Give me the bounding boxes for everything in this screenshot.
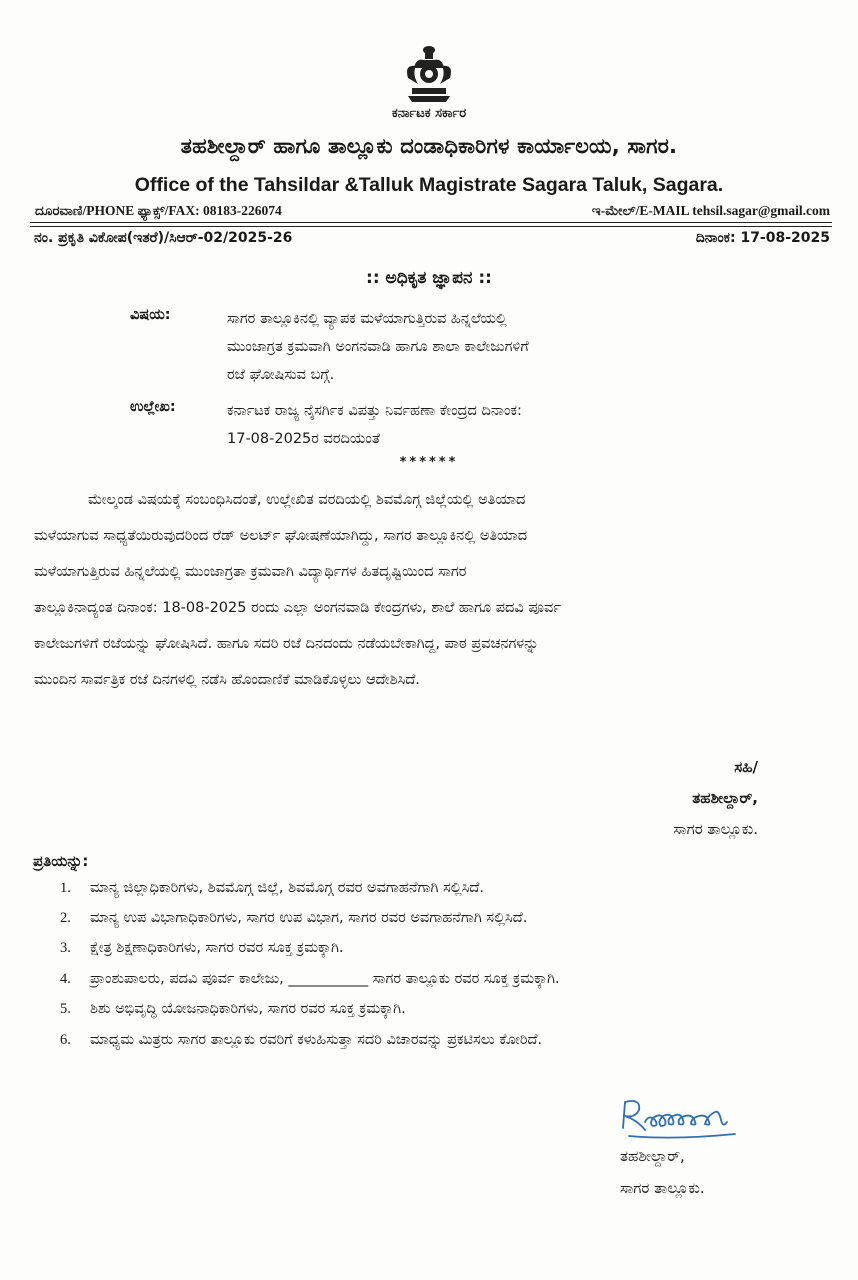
office-title-kannada: ತಹಶೀಲ್ದಾರ್ ಹಾಗೂ ತಾಲ್ಲೂಕು ದಂಡಾಧಿಕಾರಿಗಳ ಕಾರ್ಯಾಲಯ, ಸಾಗರ. [180,134,678,158]
header-divider-2 [30,226,832,227]
item-text: ಶಿಶು ಅಭಿವೃದ್ಧಿ ಯೋಜನಾಧಿಕಾರಿಗಳು, ಸಾಗರ ರವರ ಸೂಕ್ತ ಕ್ರಮಕ್ಕಾಗಿ. [90,1001,406,1017]
government-name: ಕರ್ನಾಟಕ ಸರ್ಕಾರ [391,106,467,121]
item-text: ಮಾನ್ಯ ಜಿಲ್ಲಾಧಿಕಾರಿಗಳು, ಶಿವಮೊಗ್ಗ ಜಿಲ್ಲೆ, ಶಿವಮೊಗ್ಗ ರವರ ಅವಗಾಹನೆಗಾಗಿ ಸಲ್ಲಿಸಿದೆ. [90,880,484,896]
final-taluk: ಸಾಗರ ತಾಲ್ಲೂಕು. [620,1179,705,1197]
item-number: 1. [60,880,71,896]
body-line: ಮಳೆಯಾಗುವ ಸಾಧ್ಯತೆಯಿರುವುದರಿಂದ ರೆಡ್ ಅಲರ್ಟ್ ಘೋಷಣೆಯಾಗಿದ್ದು, ಸಾಗರ ತಾಲ್ಲೂಕಿನಲ್ಲಿ ಅತಿಯಾದ [34,528,528,544]
memo-date: ದಿನಾಂಕ: 17-08-2025 [695,230,830,246]
body-line: ಮುಂದಿನ ಸಾರ್ವತ್ರಿಕ ರಜೆ ದಿನಗಳಲ್ಲಿ ನಡೆಸಿ ಹೊಂದಾಣಿಕೆ ಮಾಡಿಕೊಳ್ಳಲು ಆದೇಶಿಸಿದೆ. [34,672,420,688]
reference-number: ನಂ. ಪ್ರಕೃತಿ ವಿಕೋಪ(ಇತರೆ)/ಸಿಆರ್-02/2025-26 [34,230,293,246]
memo-heading: :: ಅಧಿಕೃತ ಜ್ಞಾಪನ :: [366,268,492,288]
subject-text [227,305,717,389]
item-text: ಪ್ರಾಂಶುಪಾಲರು, ಪದವಿ ಪೂರ್ವ ಕಾಲೇಜು, ___________ ಸಾಗರ ತಾಲ್ಲೂಕು ರವರ ಸೂಕ್ತ ಕ್ರಮಕ್ಕಾಗಿ. [90,971,560,987]
email-address: ಇ-ಮೇಲ್/E-MAIL tehsil.sagar@gmail.com [591,203,830,218]
header-divider [30,222,832,223]
final-designation: ತಹಶೀಲ್ದಾರ್, [620,1147,685,1165]
office-title-english: Office of the Tahsildar &Talluk Magistrate Sagara Taluk, Sagara. [134,174,724,196]
reference-label: ಉಲ್ಲೇಖ: [130,399,176,415]
phone-fax: ದೂರವಾಣಿ/PHONE ಫ್ಯಾಕ್ಸ್/FAX: 08183-226074 [35,203,282,218]
karnataka-emblem-icon [398,44,460,106]
body-line: ಮೇಲ್ಕಂಡ ವಿಷಯಕ್ಕೆ ಸಂಬಂಧಿಸಿದಂತೆ, ಉಲ್ಲೇಖಿತ ವರದಿಯಲ್ಲಿ ಶಿವಮೊಗ್ಗ ಜಿಲ್ಲೆಯಲ್ಲಿ ಅತಿಯಾದ [88,492,526,508]
item-number: 3. [60,940,71,956]
reference-line: 17-08-2025ರ ವರದಿಯಂತೆ [227,431,381,447]
body-line: ಮಳೆಯಾಗುತ್ತಿರುವ ಹಿನ್ನಲೆಯಲ್ಲಿ ಮುಂಜಾಗ್ರತಾ ಕ್ರಮವಾಗಿ ವಿದ್ಯಾರ್ಥಿಗಳ ಹಿತದೃಷ್ಟಿಯಿಂದ ಸಾಗರ [34,564,467,580]
item-number: 4. [60,971,71,987]
final-signoff [612,1140,705,1204]
item-number: 2. [60,910,71,926]
signed-mark: ಸಹಿ/ [734,758,758,776]
body-line: ತಾಲ್ಲೂಕಿನಾದ್ಯಂತ ದಿನಾಂಕ: 18-08-2025 ರಂದು ಎಲ್ಲಾ ಅಂಗನವಾಡಿ ಕೇಂದ್ರಗಳು, ಶಾಲೆ ಹಾಗೂ ಪದವಿ ಪೂರ್ವ [34,600,561,616]
item-text: ಮಾನ್ಯ ಉಪ ವಿಭಾಗಾಧಿಕಾರಿಗಳು, ಸಾಗರ ಉಪ ವಿಭಾಗ, ಸಾಗರ ರವರ ಅವಗಾಹನೆಗಾಗಿ ಸಲ್ಲಿಸಿದೆ. [90,910,528,926]
item-number: 5. [60,1001,71,1017]
separator-stars: ****** [399,455,459,470]
copies-title: ಪ್ರತಿಯನ್ನು: [33,852,89,870]
body-line: ಕಾಲೇಜುಗಳಿಗೆ ರಜೆಯನ್ನು ಘೋಷಿಸಿದೆ. ಹಾಗೂ ಸದರಿ ರಜೆ ದಿನದಂದು ನಡೆಯಬೇಕಾಗಿದ್ದ, ಪಾಠ ಪ್ರವಚನಗಳನ್ನು [34,636,539,652]
signoff-taluk: ಸಾಗರ ತಾಲ್ಲೂಕು. [673,820,758,838]
item-number: 6. [60,1032,71,1048]
handwritten-signature-icon [615,1096,745,1144]
subject-line: ಮುಂಜಾಗ್ರತ ಕ್ರಮವಾಗಿ ಅಂಗನವಾಡಿ ಹಾಗೂ ಶಾಲಾ ಕಾಲೇಜುಗಳಿಗೆ [227,339,529,355]
reference-text [227,397,717,453]
memo-body [34,482,788,698]
reference-line: ಕರ್ನಾಟಕ ರಾಜ್ಯ ನೈಸರ್ಗಿಕ ವಿಪತ್ತು ನಿರ್ವಹಣಾ ಕೇಂದ್ರದ ದಿನಾಂಕ: [227,403,522,419]
signoff-designation: ತಹಶೀಲ್ದಾರ್, [692,789,758,807]
subject-line: ರಜೆ ಘೋಷಿಸುವ ಬಗ್ಗೆ. [227,367,335,383]
item-text: ಮಾಧ್ಯಮ ಮಿತ್ರರು ಸಾಗರ ತಾಲ್ಲೂಕು ರವರಿಗೆ ಕಳುಹಿಸುತ್ತಾ ಸದರಿ ವಿಚಾರವನ್ನು ಪ್ರಕಟಿಸಲು ಕೋರಿದೆ. [90,1032,543,1048]
signoff-block [673,752,758,845]
item-text: ಕ್ಷೇತ್ರ ಶಿಕ್ಷಣಾಧಿಕಾರಿಗಳು, ಸಾಗರ ರವರ ಸೂಕ್ತ ಕ್ರಮಕ್ಕಾಗಿ. [90,940,344,956]
subject-line: ಸಾಗರ ತಾಲ್ಲೂಕಿನಲ್ಲಿ ವ್ಯಾಪಕ ಮಳೆಯಾಗುತ್ತಿರುವ ಹಿನ್ನಲೆಯಲ್ಲಿ [227,311,507,327]
subject-label: ವಿಷಯ: [130,307,171,323]
